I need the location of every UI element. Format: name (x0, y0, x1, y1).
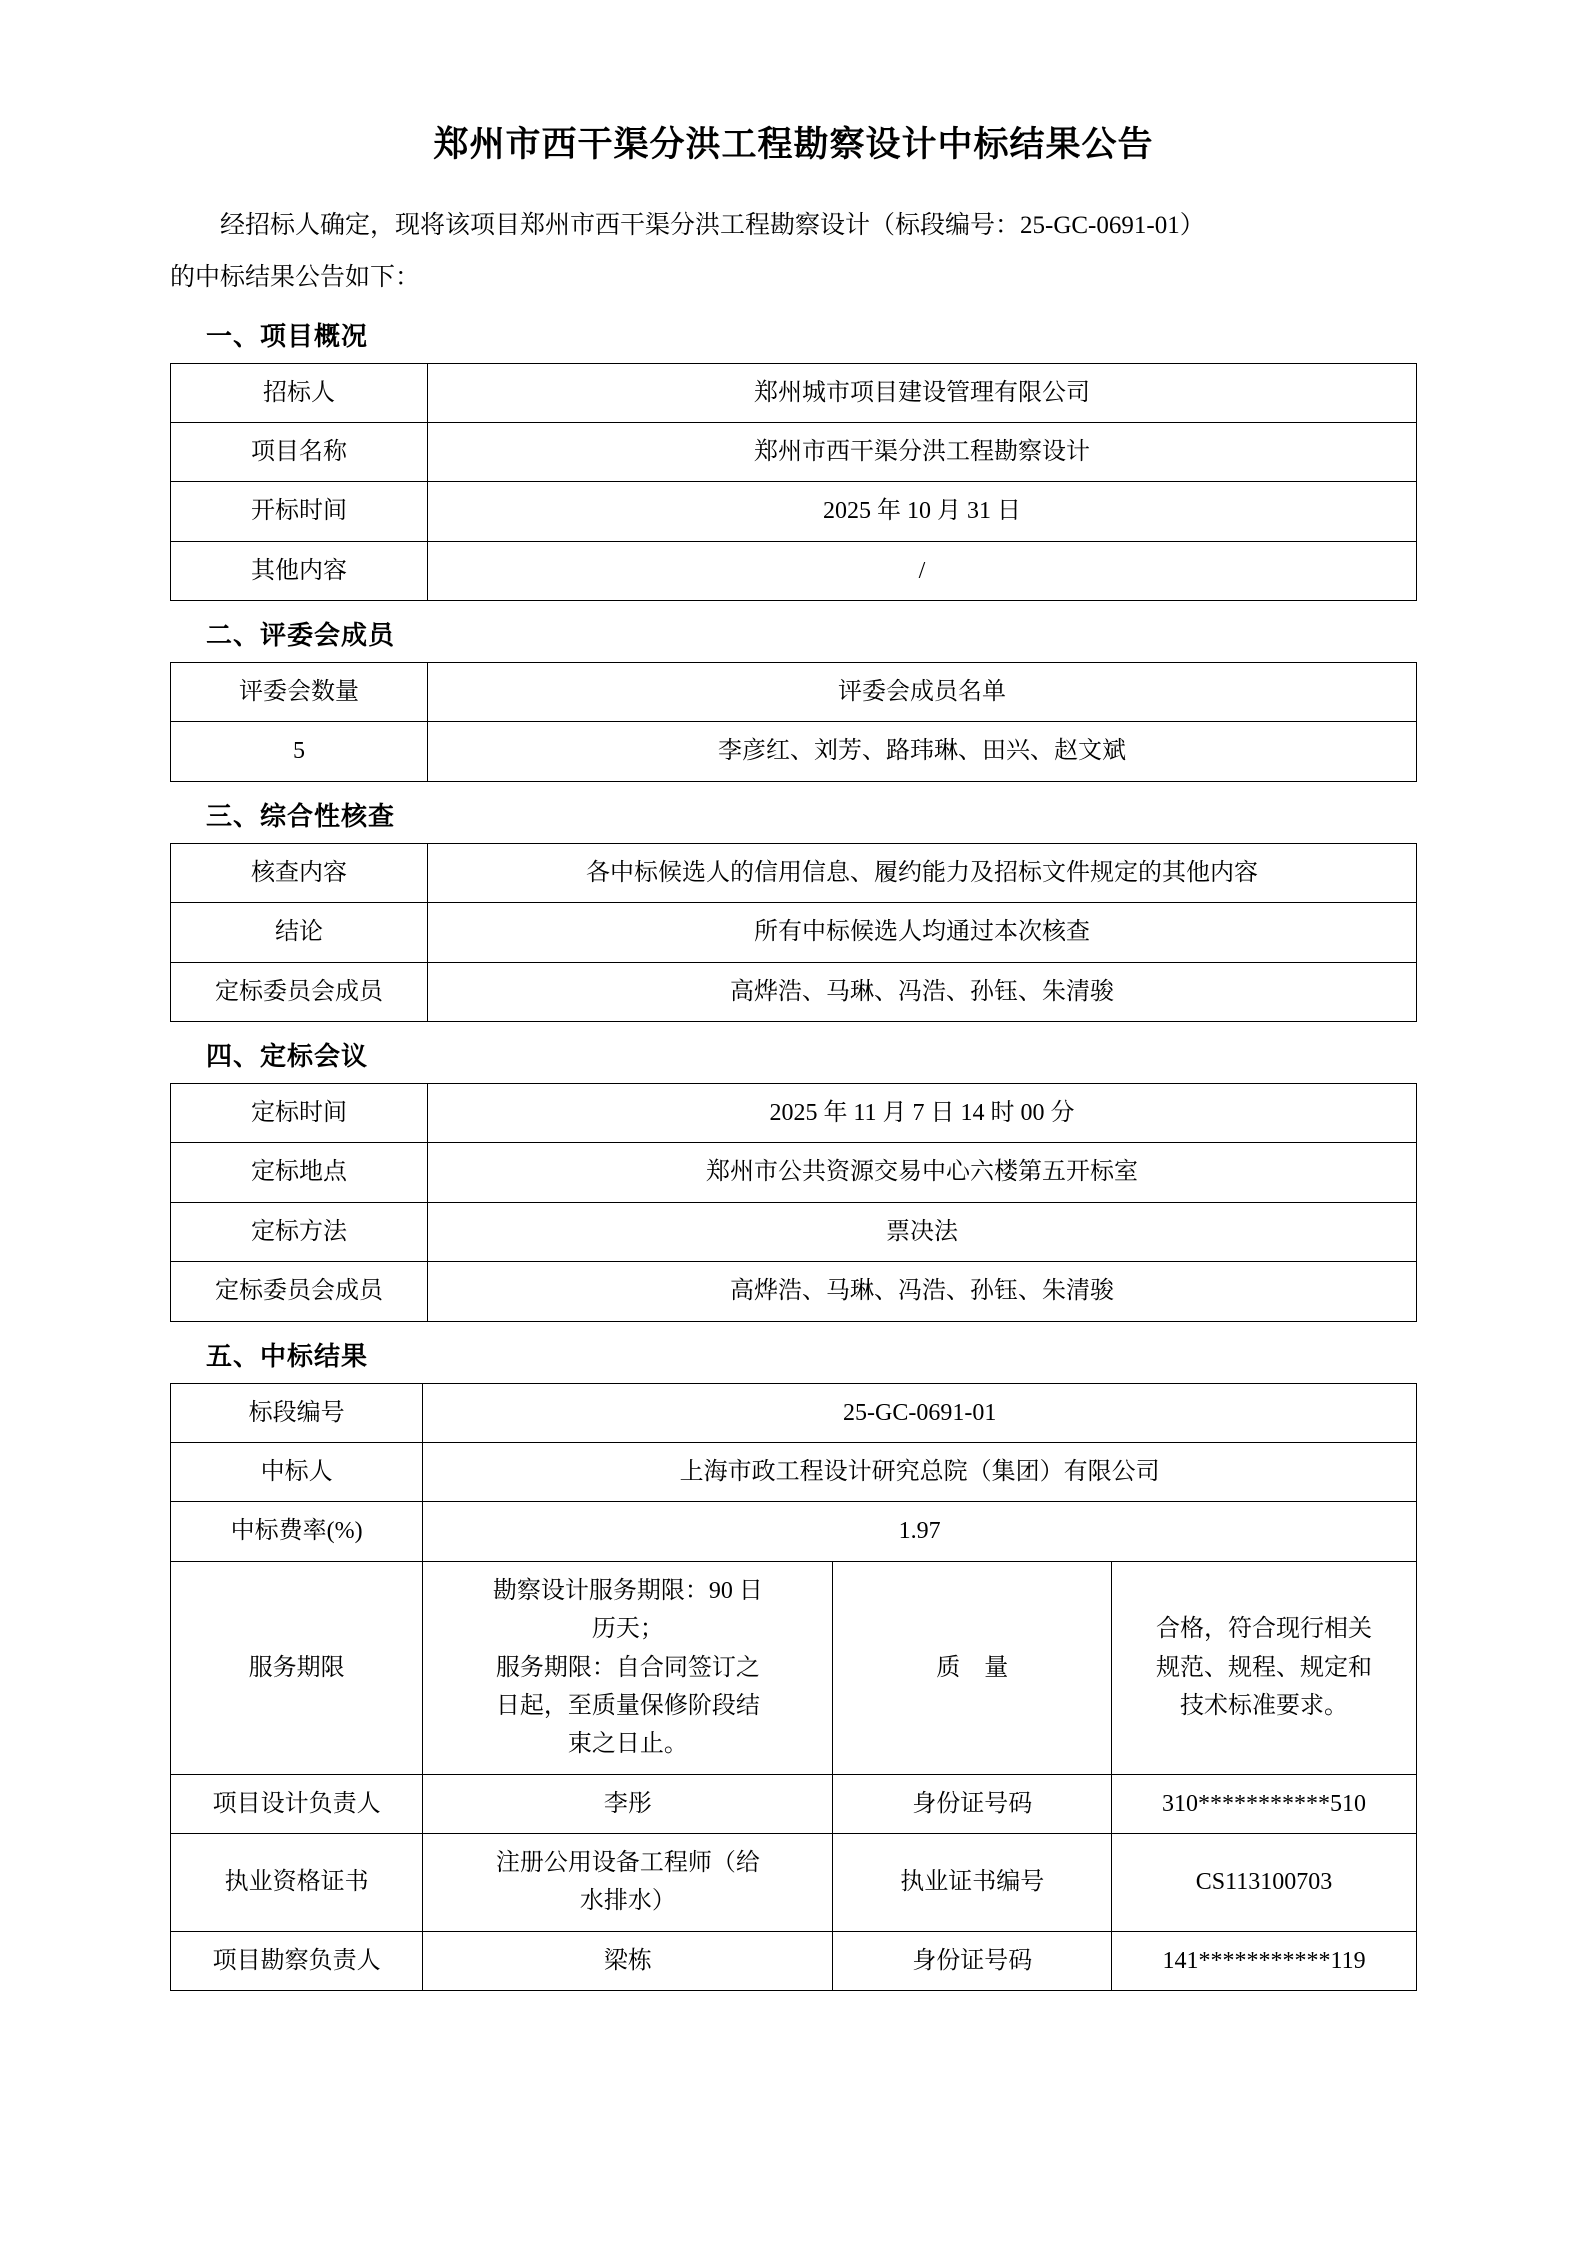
page-title: 郑州市西干渠分洪工程勘察设计中标结果公告 (433, 125, 1154, 164)
quality-line-1: 合格，符合现行相关 (1156, 1616, 1373, 1643)
table-row (171, 1262, 1417, 1321)
design-leader-name: 李彤 (423, 1774, 833, 1833)
row-label: 定标地点 (171, 1143, 428, 1202)
row-value: 1.97 (423, 1502, 1417, 1561)
service-line-2: 历天； (591, 1616, 664, 1643)
table-row (171, 1084, 1417, 1143)
row-label: 其他内容 (171, 541, 428, 600)
service-line-3: 服务期限：自合同签订之 (495, 1654, 760, 1681)
row-label: 结论 (171, 903, 428, 962)
result-table (170, 1383, 1417, 1992)
row-label: 定标委员会成员 (171, 1262, 428, 1321)
row-value: 所有中标候选人均通过本次核查 (428, 903, 1417, 962)
row-value: 25-GC-0691-01 (423, 1383, 1417, 1442)
row-value: / (428, 541, 1417, 600)
row-value: 高烨浩、马琳、冯浩、孙钰、朱清骏 (428, 1262, 1417, 1321)
committee-table (170, 662, 1417, 782)
quality-line-3: 技术标准要求。 (1180, 1692, 1349, 1719)
quality-label: 质 量 (833, 1561, 1112, 1774)
service-period-label: 服务期限 (171, 1561, 423, 1774)
row-value: 高烨浩、马琳、冯浩、孙钰、朱清骏 (428, 962, 1417, 1021)
table-row (171, 363, 1417, 422)
cert-no-value: CS113100703 (1112, 1834, 1417, 1932)
intro-paragraph-line1: 经招标人确定，现将该项目郑州市西干渠分洪工程勘察设计（标段编号：25-GC-0691-01） (220, 212, 1205, 239)
row-value: 上海市政工程设计研究总院（集团）有限公司 (423, 1442, 1417, 1501)
survey-id-label: 身份证号码 (833, 1931, 1112, 1990)
overview-table (170, 363, 1417, 602)
table-row (171, 722, 1417, 781)
section-heading-committee: 二、评委会成员 (206, 621, 396, 651)
service-line-5: 束之日止。 (567, 1731, 688, 1758)
table-row (171, 663, 1417, 722)
service-line-1: 勘察设计服务期限：90 日 (492, 1577, 763, 1604)
table-row (171, 1383, 1417, 1442)
row-value: 票决法 (428, 1202, 1417, 1261)
table-row (171, 422, 1417, 481)
intro-paragraph-line2: 的中标结果公告如下： (170, 264, 421, 292)
row-value: 郑州城市项目建设管理有限公司 (428, 363, 1417, 422)
service-line-4: 日起，至质量保修阶段结 (495, 1692, 760, 1719)
survey-leader-label: 项目勘察负责人 (171, 1931, 423, 1990)
section-heading-overview: 一、项目概况 (206, 321, 369, 351)
table-row (171, 1143, 1417, 1202)
survey-leader-name: 梁栋 (423, 1931, 833, 1990)
meeting-table (170, 1083, 1417, 1322)
cert-line-2: 水排水） (579, 1888, 676, 1915)
column-header-count: 评委会数量 (171, 663, 428, 722)
row-value: 各中标候选人的信用信息、履约能力及招标文件规定的其他内容 (428, 843, 1417, 902)
row-label: 定标委员会成员 (171, 962, 428, 1021)
cert-value (423, 1834, 833, 1932)
design-id-value: 310***********510 (1112, 1774, 1417, 1833)
design-id-label: 身份证号码 (833, 1774, 1112, 1833)
row-label: 核查内容 (171, 843, 428, 902)
section-heading-review: 三、综合性核查 (206, 801, 396, 831)
row-value: 2025 年 11 月 7 日 14 时 00 分 (428, 1084, 1417, 1143)
cert-line-1: 注册公用设备工程师（给 (495, 1850, 760, 1877)
table-row (171, 1442, 1417, 1501)
section-heading-meeting: 四、定标会议 (206, 1042, 369, 1072)
quality-value (1112, 1561, 1417, 1774)
row-label: 标段编号 (171, 1383, 423, 1442)
row-label: 定标方法 (171, 1202, 428, 1261)
row-label: 中标人 (171, 1442, 423, 1501)
table-row (171, 1834, 1417, 1932)
table-row (171, 541, 1417, 600)
survey-id-value: 141***********119 (1112, 1931, 1417, 1990)
table-row (171, 903, 1417, 962)
quality-line-2: 规范、规程、规定和 (1156, 1654, 1373, 1681)
table-row (171, 1202, 1417, 1261)
committee-count: 5 (171, 722, 428, 781)
row-label: 招标人 (171, 363, 428, 422)
cert-no-label: 执业证书编号 (833, 1834, 1112, 1932)
service-period-value (423, 1561, 833, 1774)
design-leader-label: 项目设计负责人 (171, 1774, 423, 1833)
committee-names: 李彦红、刘芳、路玮琳、田兴、赵文斌 (428, 722, 1417, 781)
review-table (170, 843, 1417, 1022)
table-row (171, 1774, 1417, 1833)
table-row (171, 962, 1417, 1021)
column-header-names: 评委会成员名单 (428, 663, 1417, 722)
cert-label: 执业资格证书 (171, 1834, 423, 1932)
row-label: 定标时间 (171, 1084, 428, 1143)
table-row (171, 843, 1417, 902)
table-row (171, 1502, 1417, 1561)
row-value: 郑州市西干渠分洪工程勘察设计 (428, 422, 1417, 481)
row-label: 中标费率(%) (171, 1502, 423, 1561)
table-row (171, 1931, 1417, 1990)
row-value: 2025 年 10 月 31 日 (428, 482, 1417, 541)
section-heading-result: 五、中标结果 (206, 1341, 369, 1371)
table-row-service (171, 1561, 1417, 1774)
row-label: 项目名称 (171, 422, 428, 481)
table-row (171, 482, 1417, 541)
row-value: 郑州市公共资源交易中心六楼第五开标室 (428, 1143, 1417, 1202)
row-label: 开标时间 (171, 482, 428, 541)
